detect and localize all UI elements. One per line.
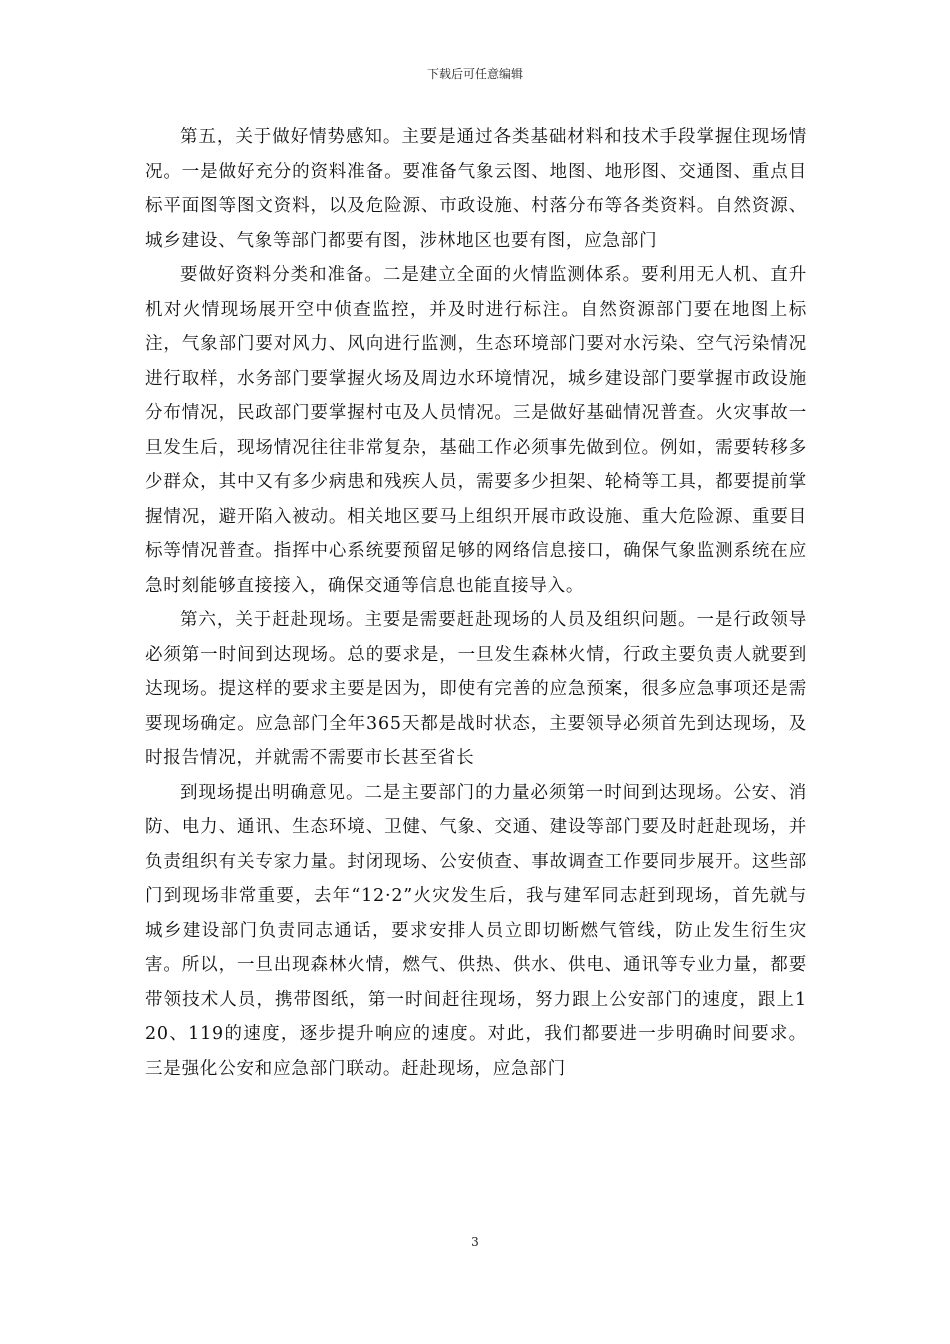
- paragraph-departments-arrive: 到现场提出明确意见。二是主要部门的力量必须第一时间到达现场。公安、消防、电力、通讯、生态环境、卫健、气象、交通、建设等部门要及时赶赴现场，并负责组织有关专家力量。封闭现场、公安侦查、事故调查工作要同步展开。这些部门到现场非常重要，去年“12·2”火灾发生后，我与建军同志赶到现场，首先就与城乡建设部门负责同志通话，要求安排人员立即切断燃气管线，防止发生衍生灾害。所以，一旦出现森林火情，燃气、供热、供水、供电、通讯等专业力量，都要带领技术人员，携带图纸，第一时间赶往现场，努力跟上公安部门的速度，跟上120、119的速度，逐步提升响应的速度。对此，我们都要进一步明确时间要求。三是强化公安和应急部门联动。赶赴现场，应急部门: [145, 782, 807, 1079]
- paragraph-rush-to-scene: 第六，关于赶赴现场。主要是需要赶赴现场的人员及组织问题。一是行政领导必须第一时间到达现场。总的要求是，一旦发生森林火情，行政主要负责人就要到达现场。提这样的要求主要是因为，即使有完善的应急预案，很多应急事项还是需要现场确定。应急部门全年365天都是战时状态，主要领导必须首先到达现场，及时报告情况，并就需不需要市长甚至省长: [145, 610, 807, 768]
- page-header: 下载后可任意编辑: [426, 67, 523, 81]
- page-number: 3: [471, 1235, 479, 1249]
- paragraph-fire-monitoring: 要做好资料分类和准备。二是建立全面的火情监测体系。要利用无人机、直升机对火情现场展开空中侦查监控，并及时进行标注。自然资源部门要在地图上标注，气象部门要对风力、风向进行监测，生态环境部门要对水污染、空气污染情况进行取样，水务部门要掌握火场及周边水环境情况，城乡建设部门要掌握市政设施分布情况，民政部门要掌握村屯及人员情况。三是做好基础情况普查。火灾事故一旦发生后，现场情况往往非常复杂，基础工作必须事先做到位。例如，需要转移多少群众，其中又有多少病患和残疾人员，需要多少担架、轮椅等工具，都要提前掌握情况，避开陷入被动。相关地区要马上组织开展市政设施、重大危险源、重要目标等情况普查。指挥中心系统要预留足够的网络信息接口，确保气象监测系统在应急时刻能够直接接入，确保交通等信息也能直接导入。: [145, 265, 807, 596]
- paragraph-situation-awareness: 第五，关于做好情势感知。主要是通过各类基础材料和技术手段掌握住现场情况。一是做好充分的资料准备。要准备气象云图、地图、地形图、交通图、重点目标平面图等图文资料，以及危险源、市政设施、村落分布等各类资料。自然资源、城乡建设、气象等部门都要有图，涉林地区也要有图，应急部门: [145, 127, 807, 251]
- document-body: [145, 120, 807, 1086]
